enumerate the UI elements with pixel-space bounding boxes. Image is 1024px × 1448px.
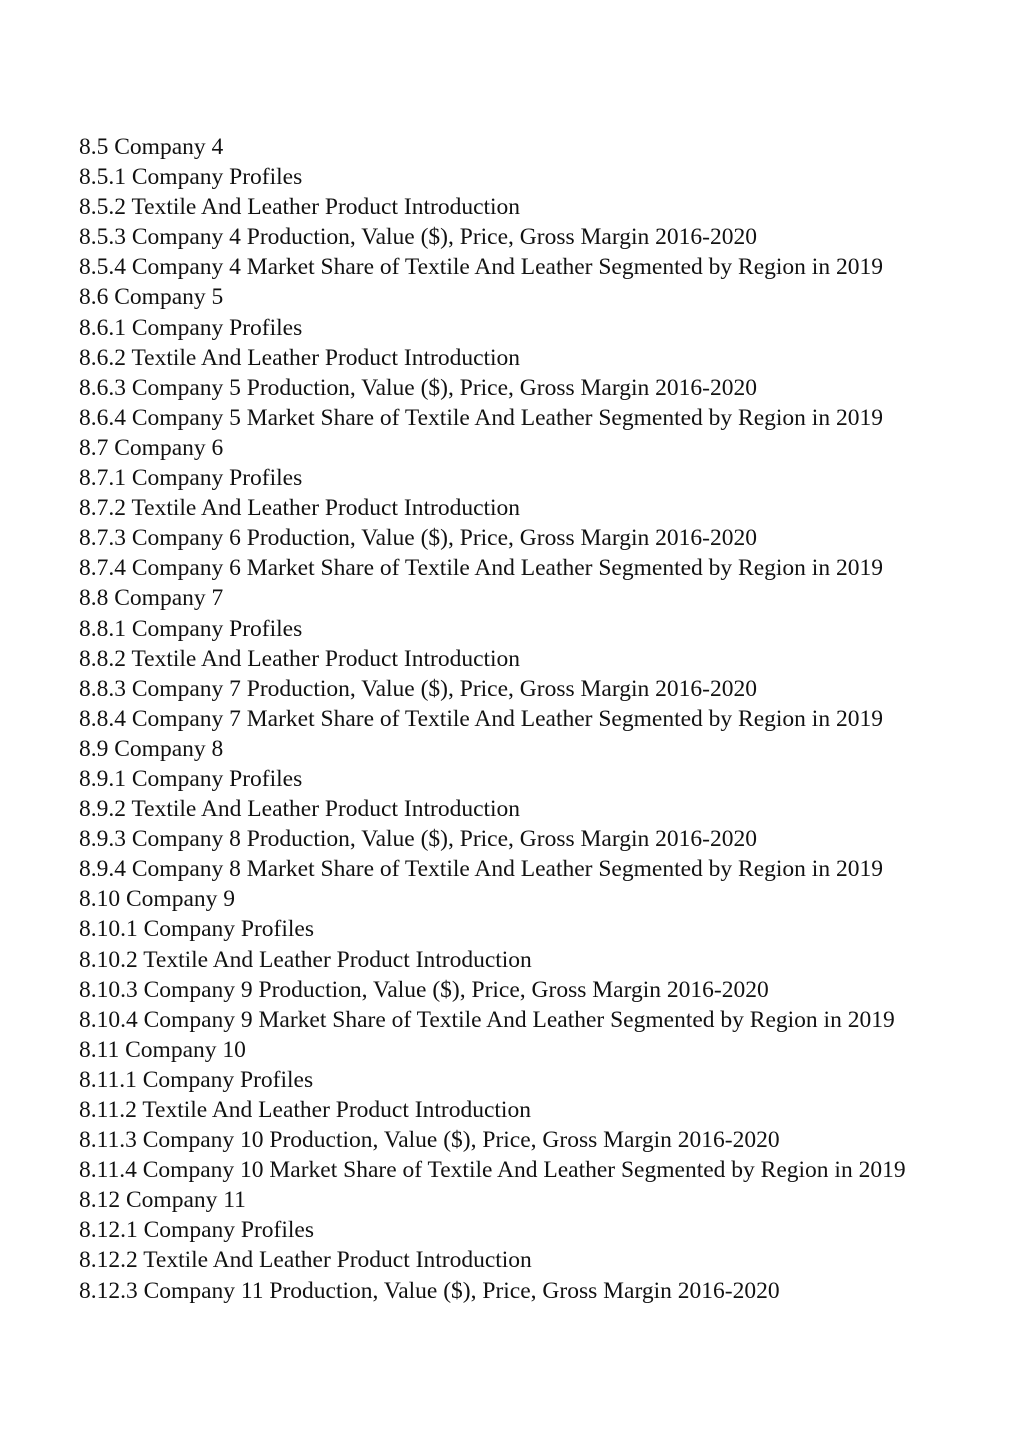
toc-line: 8.11.4 Company 10 Market Share of Textile And Leather Segmented by Region in 2019 <box>79 1157 906 1184</box>
toc-line: 8.7 Company 6 <box>79 434 224 461</box>
toc-line: 8.9.3 Company 8 Production, Value ($), Price, Gross Margin 2016-2020 <box>79 826 757 853</box>
toc-line: 8.11 Company 10 <box>79 1036 246 1063</box>
toc-line: 8.7.4 Company 6 Market Share of Textile And Leather Segmented by Region in 2019 <box>79 555 883 582</box>
toc-line: 8.9.2 Textile And Leather Product Introduction <box>79 796 521 823</box>
toc-line: 8.8.3 Company 7 Production, Value ($), Price, Gross Margin 2016-2020 <box>79 675 757 702</box>
toc-line: 8.5.1 Company Profiles <box>79 164 303 191</box>
toc-line: 8.6.3 Company 5 Production, Value ($), Price, Gross Margin 2016-2020 <box>79 374 757 401</box>
toc-line: 8.11.1 Company Profiles <box>79 1066 314 1093</box>
toc-line: 8.8.2 Textile And Leather Product Introduction <box>79 645 521 672</box>
toc-line: 8.5.4 Company 4 Market Share of Textile And Leather Segmented by Region in 2019 <box>79 254 883 281</box>
toc-line: 8.12.1 Company Profiles <box>79 1217 314 1244</box>
toc-line: 8.12.2 Textile And Leather Product Introduction <box>79 1247 532 1274</box>
toc-line: 8.10.3 Company 9 Production, Value ($), Price, Gross Margin 2016-2020 <box>79 976 769 1003</box>
toc-line: 8.6.1 Company Profiles <box>79 314 303 341</box>
toc-line: 8.11.3 Company 10 Production, Value ($), Price, Gross Margin 2016-2020 <box>79 1127 780 1154</box>
toc-line: 8.9 Company 8 <box>79 735 224 762</box>
toc-line: 8.6 Company 5 <box>79 284 224 311</box>
toc-line: 8.12.3 Company 11 Production, Value ($), Price, Gross Margin 2016-2020 <box>79 1277 780 1304</box>
toc-line: 8.8.4 Company 7 Market Share of Textile And Leather Segmented by Region in 2019 <box>79 705 883 732</box>
toc-line: 8.11.2 Textile And Leather Product Introduction <box>79 1097 531 1123</box>
toc-line: 8.10.1 Company Profiles <box>79 916 314 943</box>
toc-line: 8.10.2 Textile And Leather Product Introduction <box>79 946 532 973</box>
toc-line: 8.5.2 Textile And Leather Product Introduction <box>79 194 521 221</box>
table-of-contents <box>79 132 906 1306</box>
toc-line: 8.6.2 Textile And Leather Product Introduction <box>79 344 521 371</box>
toc-line: 8.5 Company 4 <box>79 134 224 160</box>
toc-line: 8.8 Company 7 <box>79 585 224 612</box>
toc-line: 8.6.4 Company 5 Market Share of Textile And Leather Segmented by Region in 2019 <box>79 404 883 431</box>
toc-line: 8.12 Company 11 <box>79 1187 246 1214</box>
toc-line: 8.9.1 Company Profiles <box>79 765 303 792</box>
toc-line: 8.7.3 Company 6 Production, Value ($), Price, Gross Margin 2016-2020 <box>79 525 757 552</box>
toc-line: 8.10 Company 9 <box>79 886 236 913</box>
toc-line: 8.8.1 Company Profiles <box>79 615 303 642</box>
toc-line: 8.9.4 Company 8 Market Share of Textile And Leather Segmented by Region in 2019 <box>79 856 883 883</box>
toc-line: 8.7.2 Textile And Leather Product Introduction <box>79 495 521 522</box>
toc-line: 8.7.1 Company Profiles <box>79 465 303 492</box>
toc-line: 8.5.3 Company 4 Production, Value ($), Price, Gross Margin 2016-2020 <box>79 224 757 251</box>
toc-line: 8.10.4 Company 9 Market Share of Textile And Leather Segmented by Region in 2019 <box>79 1006 895 1033</box>
